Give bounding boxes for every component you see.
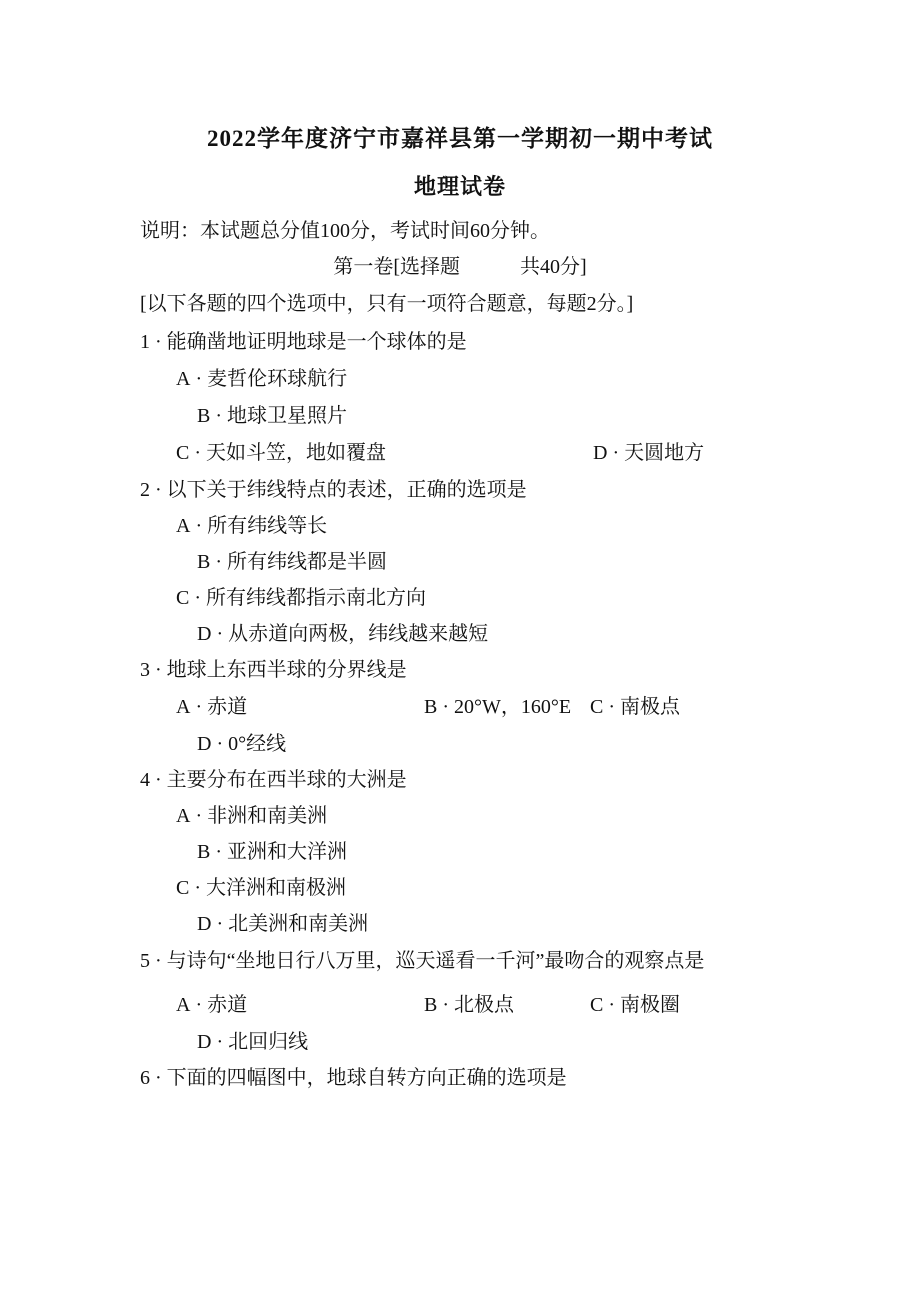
option-text: 麦哲伦环球航行 <box>207 368 348 390</box>
section-note: [以下各题的四个选项中，只有一项符合题意，每题2分。] <box>140 293 634 315</box>
option-text: 所有纬线都是半圆 <box>227 551 388 573</box>
separator: · <box>155 479 162 501</box>
separator: · <box>215 841 223 863</box>
option-label: A <box>176 368 191 390</box>
option-label: A <box>176 515 191 537</box>
question-5-option-c <box>590 992 680 1018</box>
question-1-option-b <box>197 403 347 429</box>
question-stem: 地球上东西半球的分界线是 <box>166 659 407 681</box>
separator: · <box>608 696 616 718</box>
option-label: B <box>197 551 211 573</box>
separator: · <box>216 1031 224 1053</box>
question-5-text <box>140 948 704 974</box>
option-label: C <box>176 877 190 899</box>
question-stem: 主要分布在西半球的大洲是 <box>166 769 407 791</box>
option-text: 大洋洲和南极洲 <box>206 877 347 899</box>
option-text: 0°经线 <box>228 733 287 755</box>
option-label: B <box>197 841 211 863</box>
option-label: A <box>176 994 191 1016</box>
question-3-text <box>140 657 407 683</box>
option-label: B <box>424 696 438 718</box>
question-stem: 能确凿地证明地球是一个球体的是 <box>166 331 467 353</box>
question-4-text <box>140 767 407 793</box>
option-label: A <box>176 696 191 718</box>
question-number: 5 <box>140 950 150 972</box>
option-text: 天圆地方 <box>624 442 705 464</box>
option-text: 北回归线 <box>228 1031 309 1053</box>
separator: · <box>215 551 223 573</box>
question-4-option-a <box>176 803 327 829</box>
question-6-text <box>140 1065 567 1091</box>
separator: · <box>216 623 224 645</box>
question-4-option-d <box>197 911 368 937</box>
question-2-option-c <box>176 585 426 611</box>
option-label: C <box>590 696 604 718</box>
question-5-option-a <box>176 992 247 1018</box>
exam-subtitle: 地理试卷 <box>413 174 506 199</box>
question-3-option-d <box>197 731 286 757</box>
option-label: C <box>176 442 190 464</box>
separator: · <box>612 442 620 464</box>
option-text: 非洲和南美洲 <box>207 805 328 827</box>
question-number: 6 <box>140 1067 150 1089</box>
question-2-option-b <box>197 549 387 575</box>
question-4-option-b <box>197 839 347 865</box>
separator: · <box>442 994 450 1016</box>
option-text: 所有纬线都指示南北方向 <box>206 587 427 609</box>
option-label: D <box>593 442 608 464</box>
option-text: 赤道 <box>207 994 248 1016</box>
option-text: 地球卫星照片 <box>227 405 348 427</box>
separator: · <box>194 442 202 464</box>
question-5-option-b <box>424 992 514 1018</box>
question-3-option-b <box>424 694 571 720</box>
question-number: 2 <box>140 479 150 501</box>
option-text: 北极点 <box>454 994 515 1016</box>
question-2-option-d <box>197 621 488 647</box>
question-3-option-a <box>176 694 247 720</box>
option-text: 赤道 <box>207 696 248 718</box>
option-label: C <box>176 587 190 609</box>
option-label: D <box>197 623 212 645</box>
option-text: 天如斗笠，地如覆盘 <box>206 442 387 464</box>
option-label: D <box>197 913 212 935</box>
separator: · <box>155 331 162 353</box>
question-1-text <box>140 329 467 355</box>
option-text: 南极圈 <box>620 994 681 1016</box>
question-1-option-d <box>593 440 704 466</box>
question-2-text <box>140 477 527 503</box>
separator: · <box>608 994 616 1016</box>
question-stem: 下面的四幅图中，地球自转方向正确的选项是 <box>166 1067 567 1089</box>
option-label: A <box>176 805 191 827</box>
option-label: B <box>424 994 438 1016</box>
separator: · <box>194 877 202 899</box>
exam-instructions: 说明：本试题总分值100分，考试时间60分钟。 <box>140 220 550 242</box>
option-text: 北美洲和南美洲 <box>228 913 369 935</box>
question-3-option-c <box>590 694 680 720</box>
section-header: 第一卷[选择题 共40分] <box>333 256 587 278</box>
separator: · <box>194 587 202 609</box>
exam-title: 2022学年度济宁市嘉祥县第一学期初一期中考试 <box>207 126 713 151</box>
separator: · <box>155 950 162 972</box>
option-text: 亚洲和大洋洲 <box>227 841 348 863</box>
separator: · <box>195 515 203 537</box>
separator: · <box>195 805 203 827</box>
option-label: C <box>590 994 604 1016</box>
option-label: D <box>197 733 212 755</box>
question-1-option-a <box>176 366 347 392</box>
question-number: 3 <box>140 659 150 681</box>
separator: · <box>216 913 224 935</box>
question-stem: 与诗句“坐地日行八万里，巡天遥看一千河”最吻合的观察点是 <box>166 950 705 972</box>
question-2-option-a <box>176 513 327 539</box>
separator: · <box>442 696 450 718</box>
question-stem: 以下关于纬线特点的表述，正确的选项是 <box>166 479 527 501</box>
option-text: 从赤道向两极，纬线越来越短 <box>228 623 489 645</box>
option-text: 南极点 <box>620 696 681 718</box>
option-text: 所有纬线等长 <box>207 515 328 537</box>
option-label: B <box>197 405 211 427</box>
separator: · <box>216 733 224 755</box>
separator: · <box>155 1067 162 1089</box>
question-4-option-c <box>176 875 346 901</box>
question-number: 4 <box>140 769 150 791</box>
separator: · <box>195 696 203 718</box>
separator: · <box>155 769 162 791</box>
question-5-option-d <box>197 1029 308 1055</box>
option-label: D <box>197 1031 212 1053</box>
question-number: 1 <box>140 331 150 353</box>
option-text: 20°W，160°E <box>454 696 572 718</box>
question-1-option-c <box>176 440 386 466</box>
separator: · <box>195 994 203 1016</box>
separator: · <box>155 659 162 681</box>
separator: · <box>195 368 203 390</box>
separator: · <box>215 405 223 427</box>
